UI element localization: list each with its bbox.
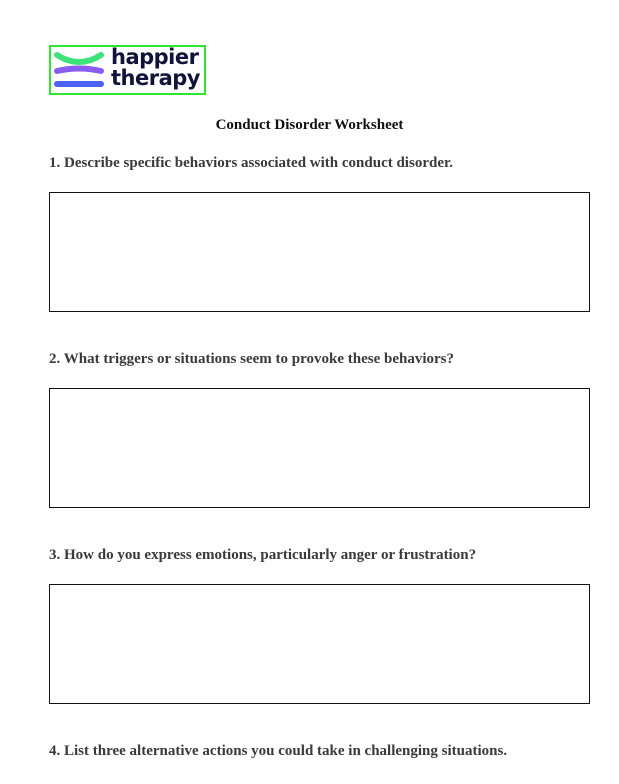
question-2-label: 2. What triggers or situations seem to provoke these behaviors? [49,351,454,367]
question-1-answer-box[interactable] [49,192,590,312]
question-1-label: 1. Describe specific behaviors associated with conduct disorder. [49,155,454,171]
question-3-answer-box[interactable] [49,584,590,704]
question-4-label: 4. List three alternative actions you could take in challenging situations. [49,743,508,759]
logo-line-1: happier [111,45,199,69]
question-2-answer-box[interactable] [49,388,590,508]
question-3-label: 3. How do you express emotions, particularly anger or frustration? [49,547,477,563]
logo-line-2: therapy [111,66,200,90]
logo-wordmark [111,47,200,89]
happier-therapy-logo [49,45,206,95]
logo-stripes-icon [53,49,105,91]
worksheet-title: Conduct Disorder Worksheet [215,117,404,133]
